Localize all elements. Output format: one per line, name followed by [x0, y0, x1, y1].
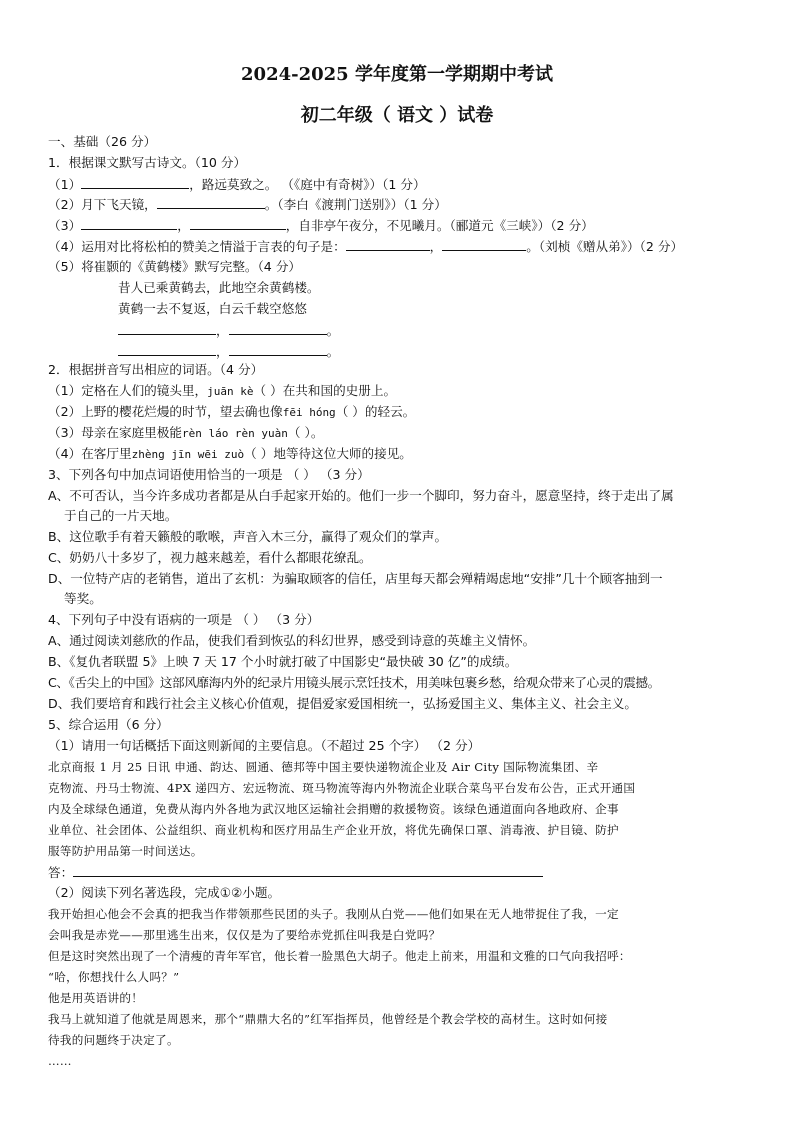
section-heading: 一、基础（26 分） [48, 134, 157, 149]
q1-item-3: （3） ， ，自非亭午夜分，不见曦月。（郦道元《三峡》）（2 分） [48, 218, 594, 233]
poem-blank-line-3: ， 。 [118, 322, 339, 339]
q3-option-b: B、这位歌手有着天籁般的歌喉，声音入木三分，赢得了观众们的掌声。 [48, 529, 448, 544]
q3-option-d-cont: 等奖。 [64, 591, 102, 606]
q5-heading: 5、综合运用（6 分） [48, 717, 169, 732]
excerpt-line-5: 他是用英语讲的！ [48, 991, 144, 1005]
answer-line: 答： [48, 864, 543, 881]
q2-item-4: （4）在客厅里zhèng jīn wēi zuò（ ）地等待这位大师的接见。 [48, 446, 412, 461]
news-line-3: 内及全球绿色通道，免费从海内外各地为武汉地区运输社会捐赠的救援物资。该绿色通道面向各地政府、企事 [48, 802, 619, 816]
answer-blank[interactable] [81, 217, 177, 230]
q3-option-a: A、不可否认，当今许多成功者都是从白手起家开始的。他们一步一个脚印，努力奋斗，愿意坚持，终于走出了属 [48, 488, 674, 503]
excerpt-ellipsis: …… [48, 1054, 72, 1068]
q2-item-2: （2）上野的樱花烂熳的时节，望去确也像fēi hóng（ ）的轻云。 [48, 404, 416, 419]
q4-option-a: A、通过阅读刘慈欣的作品，使我们看到恢弘的科幻世界，感受到诗意的英雄主义情怀。 [48, 633, 536, 648]
pinyin: zhèng jīn wēi zuò [131, 448, 245, 461]
pinyin: juān kè [207, 385, 254, 398]
pinyin: fēi hóng [282, 406, 336, 419]
q4-option-d: D、我们要培育和践行社会主义核心价值观，提倡爱家爱国相统一，弘扬爱国主义、集体主义、社会主义。 [48, 696, 638, 711]
pinyin: rèn láo rèn yuàn [181, 427, 288, 440]
answer-blank[interactable] [81, 176, 189, 189]
exam-subtitle: 初二年级（ 语文 ）试卷 [300, 105, 494, 126]
answer-blank[interactable] [118, 343, 216, 356]
news-line-1: 北京商报 1 月 25 日讯 申通、韵达、圆通、德邦等中国主要快递物流企业及 Air City 国际物流集团、辛 [48, 760, 599, 774]
news-line-2: 克物流、丹马士物流、4PX 递四方、宏远物流、斑马物流等海内外物流企业联合菜鸟平台发布公告，正式开通国 [48, 781, 636, 795]
q1-item-2: （2）月下飞天镜， 。（李白《渡荆门送别》）（1 分） [48, 197, 447, 212]
q3-heading: 3、下列各句中加点词语使用恰当的一项是 （ ） （3 分） [48, 467, 370, 482]
excerpt-line-7: 待我的问题终于决定了。 [48, 1033, 179, 1047]
q1-item-1: （1） ，路远莫致之。 （《庭中有奇树》）（1 分） [48, 177, 426, 192]
poem-blank-line-4: ， 。 [118, 343, 339, 360]
exam-title: 2024-2025 学年度第一学期期中考试 [241, 64, 553, 85]
q2-heading: 2．根据拼音写出相应的词语。（4 分） [48, 362, 264, 377]
q1-item-4: （4）运用对比将松柏的赞美之情溢于言表的句子是： ， 。（刘桢《赠从弟》）（2 分） [48, 239, 684, 254]
excerpt-line-3: 但是这时突然出现了一个清瘦的青年军官，他长着一脸黑色大胡子。他走上前来，用温和文雅的口气向我招呼： [48, 949, 631, 963]
q3-option-a-cont: 于自己的一片天地。 [64, 508, 178, 523]
q4-heading: 4、下列句子中没有语病的一项是 （ ） （3 分） [48, 612, 320, 627]
news-line-5: 服等防护用品第一时间送达。 [48, 844, 203, 858]
excerpt-line-4: “哈，你想找什么人吗？” [48, 970, 180, 984]
poem-line-1: 昔人已乘黄鹤去，此地空余黄鹤楼。 [118, 280, 320, 295]
answer-blank[interactable] [229, 322, 327, 335]
q2-item-3: （3）母亲在家庭里极能rèn láo rèn yuàn（ ）。 [48, 425, 324, 440]
q5-part-1: （1）请用一句话概括下面这则新闻的主要信息。（不超过 25 个字） （2 分） [48, 738, 481, 753]
poem-line-2: 黄鹤一去不复返，白云千载空悠悠 [118, 301, 307, 316]
q1-item-5: （5）将崔颢的《黄鹤楼》默写完整。（4 分） [48, 259, 302, 274]
q5-part-2: （2）阅读下列名著选段，完成①②小题。 [48, 885, 281, 900]
q4-option-c: C、《舌尖上的中国》这部风靡海内外的纪录片用镜头展示烹饪技术，用美味包裹乡愁，给观众带来了心灵的震撼。 [48, 675, 660, 690]
answer-blank[interactable] [118, 322, 216, 335]
excerpt-line-6: 我马上就知道了他就是周恩来，那个“鼎鼎大名的”红军指挥员，他曾经是个教会学校的高材生。这时如何接 [48, 1012, 608, 1026]
q1-heading: 1．根据课文默写古诗文。（10 分） [48, 155, 247, 170]
answer-blank[interactable] [157, 196, 265, 209]
excerpt-line-2: 会叫我是赤党——那里逃生出来，仅仅是为了要给赤党抓住叫我是白党吗？ [48, 928, 441, 942]
q3-option-d: D、一位特产店的老销售，道出了玄机：为骗取顾客的信任，店里每天都会殚精竭虑地“安排”几十个顾客抽到一 [48, 571, 663, 586]
q2-item-1: （1）定格在人们的镜头里，juān kè（ ）在共和国的史册上。 [48, 383, 397, 398]
answer-blank[interactable] [190, 217, 286, 230]
news-line-4: 业单位、社会团体、公益组织、商业机构和医疗用品生产企业开放，将优先确保口罩、消毒液、护目镜、防护 [48, 823, 619, 837]
excerpt-line-1: 我开始担心他会不会真的把我当作带领那些民团的头子。我刚从白党——他们如果在无人地带捉住了我，一定 [48, 907, 619, 921]
answer-blank[interactable] [442, 238, 526, 251]
q3-option-c: C、奶奶八十多岁了，视力越来越差，看什么都眼花缭乱。 [48, 550, 372, 565]
q4-option-b: B、《复仇者联盟 5》上映 7 天 17 个小时就打破了中国影史“最快破 30 亿”的成绩。 [48, 654, 518, 669]
answer-blank[interactable] [229, 343, 327, 356]
answer-blank[interactable] [346, 238, 430, 251]
answer-blank[interactable] [73, 864, 543, 877]
